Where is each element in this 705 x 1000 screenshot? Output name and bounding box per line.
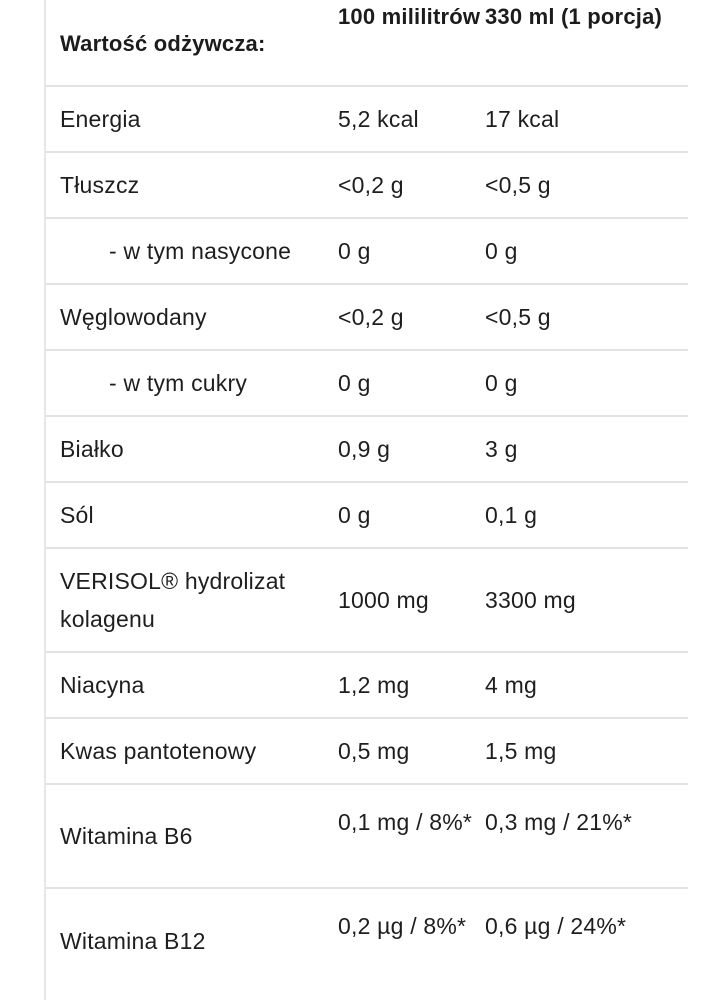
value-per-100ml: <0,2 g [338,304,404,330]
nutrient-name: - w tym cukry [109,370,248,396]
nutrient-name: Witamina B12 [60,927,206,954]
value-per-100ml: 0 g [338,370,371,396]
nutrient-name: Węglowodany [60,304,207,330]
table-row [46,652,688,718]
table-row [46,284,688,350]
nutrient-name: Tłuszcz [60,172,140,198]
value-per-portion: 3 g [485,436,518,462]
value-per-100ml: 0,2 µg / 8%* [338,913,467,939]
value-per-portion: 0 g [485,238,518,264]
table-row [46,152,688,218]
value-per-100ml: 1000 mg [338,587,429,613]
value-per-portion: 4 mg [485,672,537,698]
table-row [46,888,688,992]
header-per-100ml: 100 mililitrów [338,4,481,29]
value-per-portion: 0,1 g [485,502,538,528]
value-per-portion: 17 kcal [485,106,560,132]
nutrient-name: Kwas pantotenowy [60,738,257,764]
table-row [46,482,688,548]
value-per-portion: 3300 mg [485,587,576,613]
header-row [46,0,688,86]
value-per-100ml: 0,1 mg / 8%* [338,809,473,835]
value-per-100ml: 0,5 mg [338,738,410,764]
value-per-portion: <0,5 g [485,172,551,198]
value-per-portion: 0,6 µg / 24%* [485,913,627,939]
nutrient-name: Sól [60,502,94,528]
table-row [46,784,688,888]
nutrient-name: VERISOL® hydrolizat kolagenu [60,568,286,632]
nutrient-name: Witamina B6 [60,823,193,849]
nutrient-name: Energia [60,106,141,132]
table-row [46,548,688,652]
table-row [46,218,688,284]
value-per-100ml: 0 g [338,238,371,264]
value-per-portion: <0,5 g [485,304,551,330]
header-nutrient: Wartość odżywcza: [60,31,266,56]
value-per-portion: 0 g [485,370,518,396]
value-per-100ml: 1,2 mg [338,672,410,698]
table-row [46,86,688,152]
value-per-100ml: 5,2 kcal [338,106,419,132]
table-row [46,718,688,784]
value-per-portion: 1,5 mg [485,738,557,764]
value-per-portion: 0,3 mg / 21%* [485,809,633,835]
value-per-100ml: 0,9 g [338,436,391,462]
value-per-100ml: 0 g [338,502,371,528]
nutrient-name: Niacyna [60,672,145,698]
header-per-portion: 330 ml (1 porcja) [485,4,663,29]
nutrient-name: - w tym nasycone [109,238,292,264]
nutrient-name: Białko [60,436,124,462]
value-per-100ml: <0,2 g [338,172,404,198]
nutrition-table [46,0,688,992]
table-row [46,416,688,482]
table-row [46,350,688,416]
